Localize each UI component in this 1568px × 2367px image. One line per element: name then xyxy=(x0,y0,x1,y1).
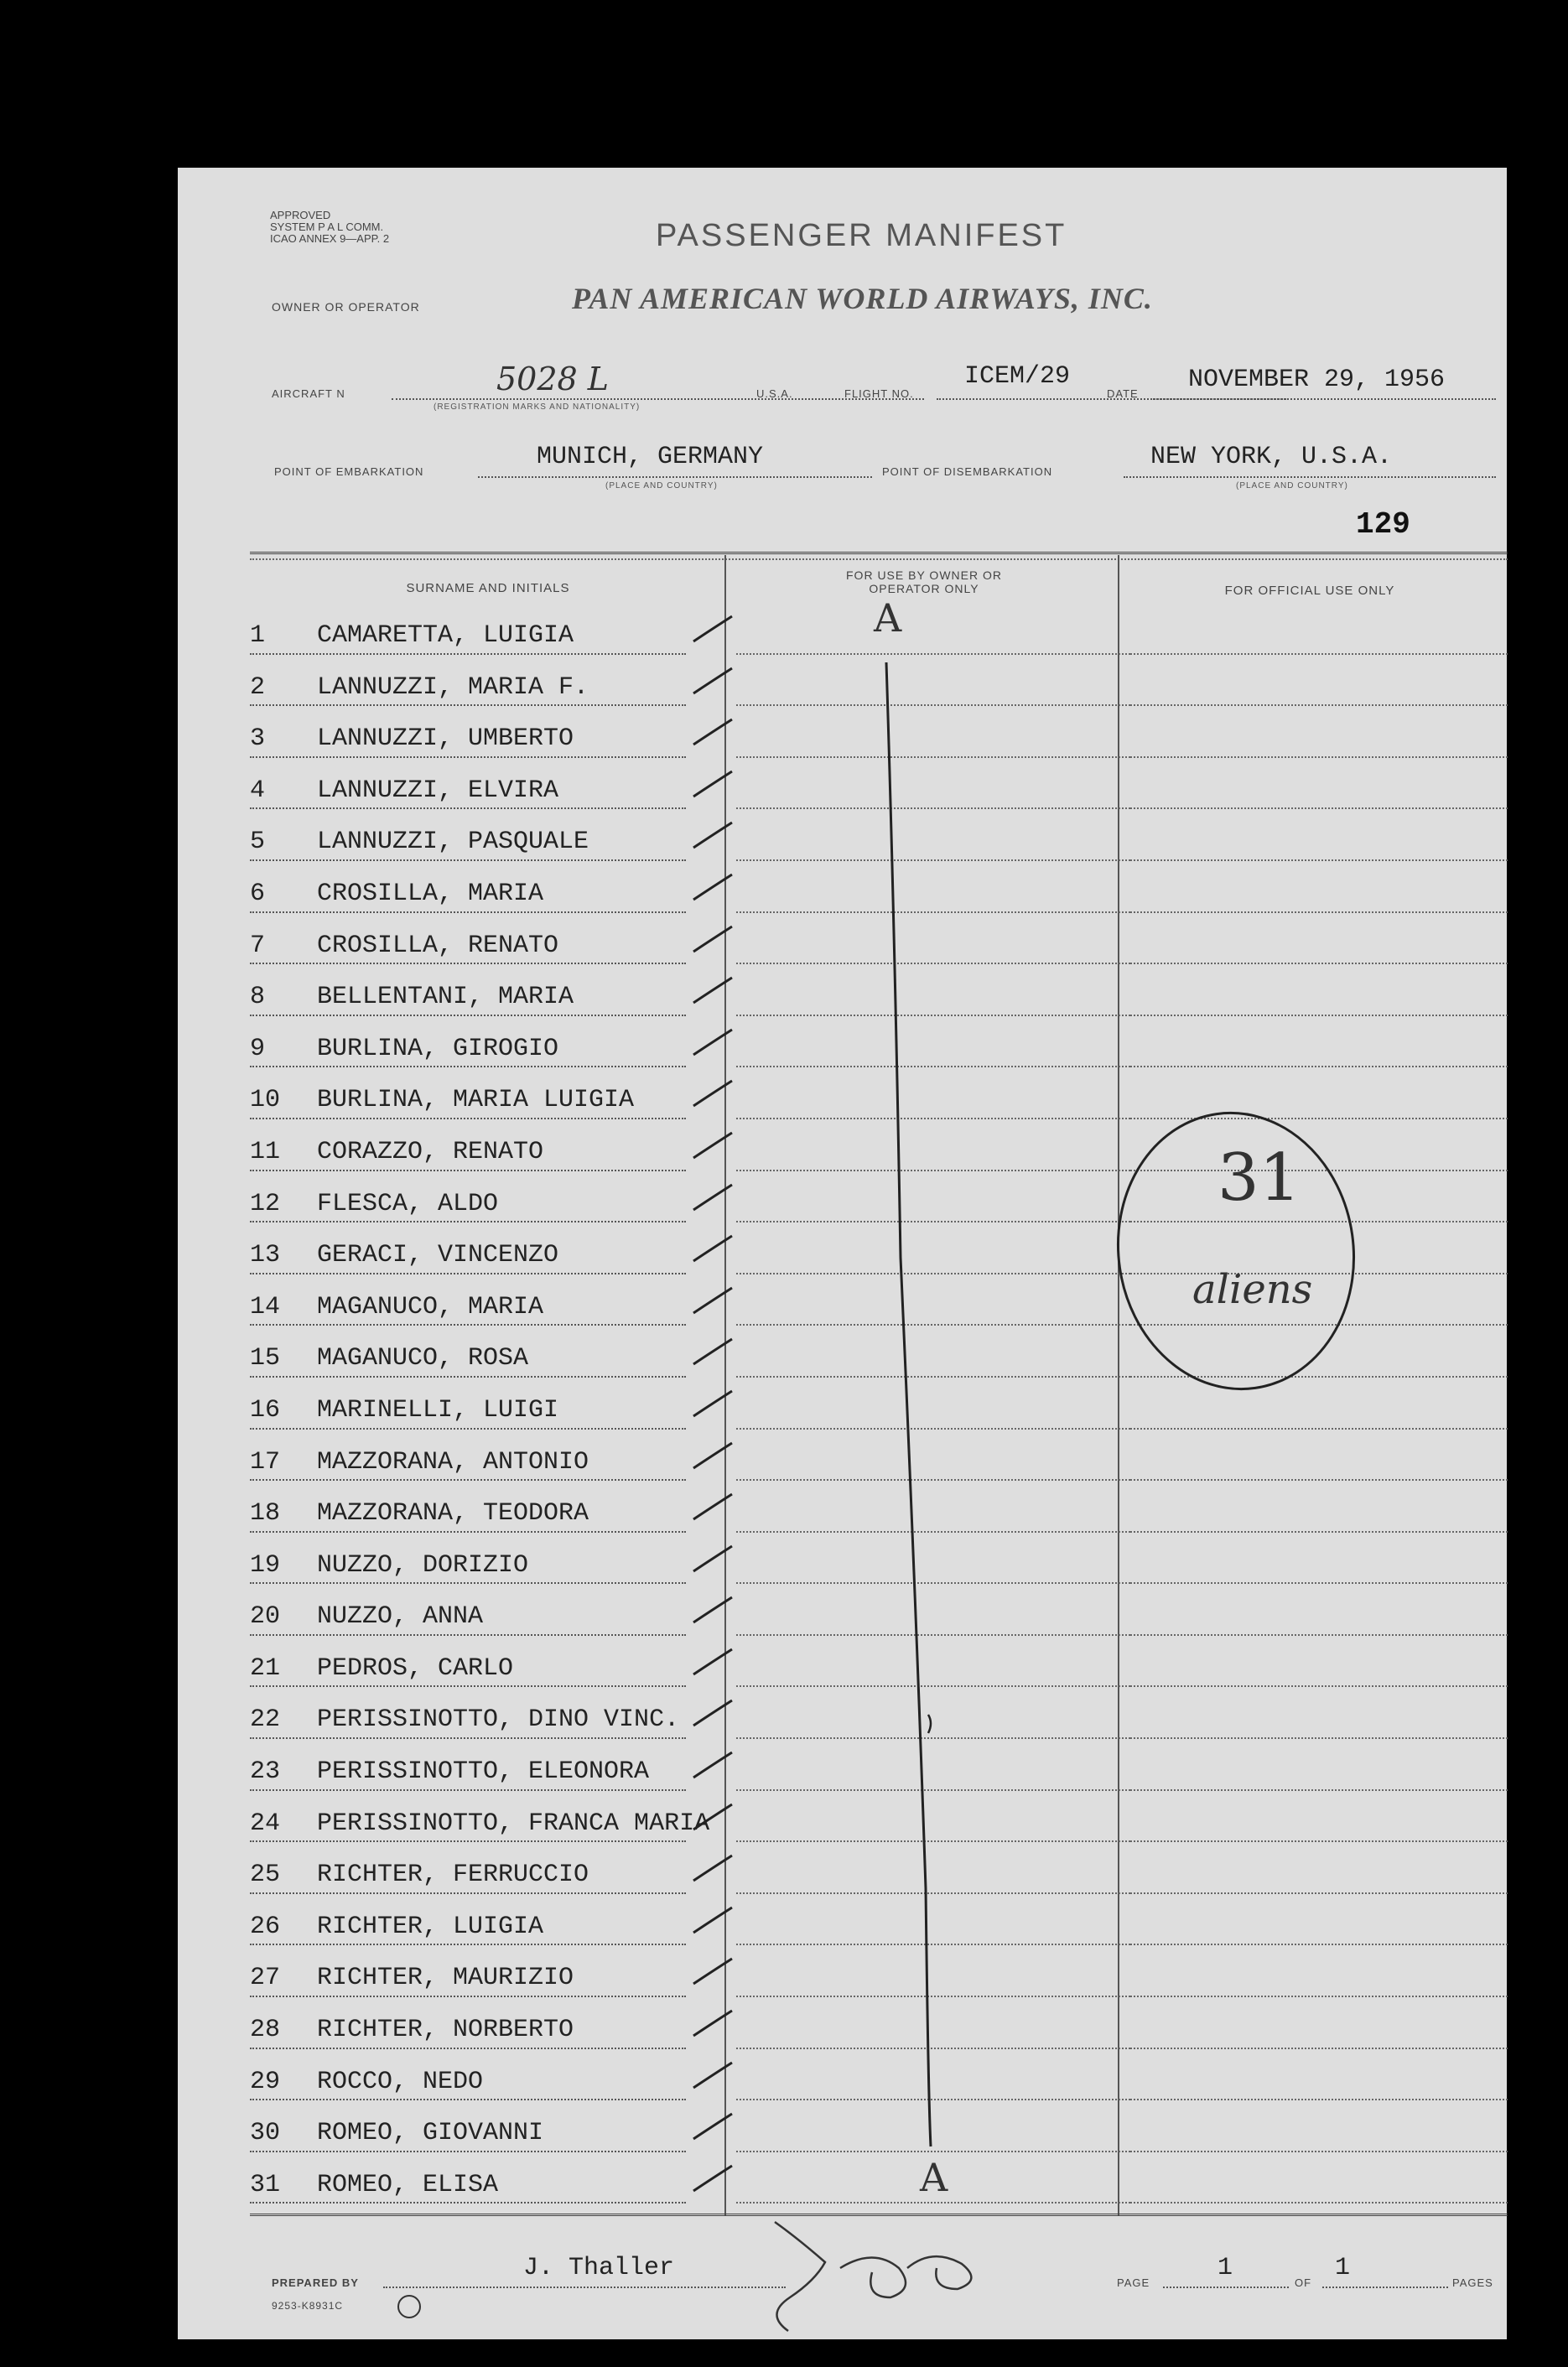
passenger-number: 12 xyxy=(250,1189,281,1218)
form-code: 9253-K8931C xyxy=(272,2300,344,2312)
approval-line: APPROVED xyxy=(270,209,331,221)
of-value: 1 xyxy=(1335,2254,1351,2282)
passenger-number: 27 xyxy=(250,1964,281,1993)
usa-label: U.S.A. xyxy=(756,387,793,400)
disembarkation-label: POINT OF DISEMBARKATION xyxy=(882,465,1053,478)
passenger-number: 31 xyxy=(250,2170,281,2199)
union-label-icon xyxy=(397,2295,421,2318)
prepared-by-value: J. Thaller xyxy=(523,2254,675,2282)
passenger-number: 14 xyxy=(250,1292,281,1321)
passenger-name: LANNUZZI, MARIA F. xyxy=(317,672,589,702)
carrier-name: PAN AMERICAN WORLD AIRWAYS, INC. xyxy=(572,282,1153,315)
passenger-name: RICHTER, FERRUCCIO xyxy=(317,1861,589,1890)
prepared-by-label: PREPARED BY xyxy=(272,2276,359,2289)
passenger-number: 16 xyxy=(250,1395,281,1425)
embarkation-value: MUNICH, GERMANY xyxy=(537,443,764,471)
passenger-number: 15 xyxy=(250,1344,281,1373)
owner-mark-top: A xyxy=(874,595,902,641)
passenger-name: LANNUZZI, UMBERTO xyxy=(317,724,574,754)
owner-column-bracket xyxy=(886,662,931,2146)
passenger-name: PERISSINOTTO, DINO VINC. xyxy=(317,1705,680,1735)
signature-scrawl xyxy=(775,2222,971,2331)
passenger-number: 4 xyxy=(250,776,266,805)
passenger-name: LANNUZZI, ELVIRA xyxy=(317,776,559,805)
passenger-number: 1 xyxy=(250,621,266,650)
flight-date: NOVEMBER 29, 1956 xyxy=(1188,366,1446,394)
aircraft-label: AIRCRAFT N xyxy=(272,387,345,400)
passenger-name: FLESCA, ALDO xyxy=(317,1189,499,1218)
manifest-sheet xyxy=(178,168,1507,2339)
passenger-name: CROSILLA, MARIA xyxy=(317,879,544,908)
official-note-word: aliens xyxy=(1192,1266,1313,1313)
passenger-name: MAGANUCO, ROSA xyxy=(317,1344,529,1373)
sheet-number: 129 xyxy=(1356,507,1410,542)
passenger-name: MARINELLI, LUIGI xyxy=(317,1395,559,1425)
embarkation-label: POINT OF EMBARKATION xyxy=(274,465,424,478)
passenger-number: 25 xyxy=(250,1861,281,1890)
passenger-name: GERACI, VINCENZO xyxy=(317,1241,559,1270)
passenger-name: BURLINA, GIROGIO xyxy=(317,1034,559,1063)
passenger-name: MAZZORANA, TEODORA xyxy=(317,1499,589,1529)
passenger-name: CAMARETTA, LUIGIA xyxy=(317,621,574,650)
owner-column-bracket-mark xyxy=(928,1715,931,1733)
passenger-number: 24 xyxy=(250,1809,281,1838)
passenger-number: 2 xyxy=(250,672,266,702)
passenger-number: 20 xyxy=(250,1602,281,1632)
passenger-number: 23 xyxy=(250,1757,281,1787)
of-underline xyxy=(1322,2287,1448,2288)
passenger-name: ROMEO, GIOVANNI xyxy=(317,2119,544,2148)
passenger-number: 3 xyxy=(250,724,266,754)
passenger-name: PERISSINOTTO, ELEONORA xyxy=(317,1757,650,1787)
passenger-name: MAZZORANA, ANTONIO xyxy=(317,1447,589,1477)
passenger-number: 5 xyxy=(250,828,266,857)
embarkation-caption: (PLACE AND COUNTRY) xyxy=(605,481,718,491)
approval-line: SYSTEM P A L COMM. xyxy=(270,221,384,233)
owner-mark-bottom: A xyxy=(920,2155,948,2200)
passenger-name: CROSILLA, RENATO xyxy=(317,931,559,960)
passenger-number: 26 xyxy=(250,1912,281,1941)
disembarkation-value: NEW YORK, U.S.A. xyxy=(1150,443,1393,471)
passenger-name: RICHTER, MAURIZIO xyxy=(317,1964,574,1993)
passenger-number: 19 xyxy=(250,1550,281,1580)
passenger-name: BELLENTANI, MARIA xyxy=(317,983,574,1012)
flight-number: ICEM/29 xyxy=(964,362,1071,391)
passenger-number: 13 xyxy=(250,1241,281,1270)
passenger-name: RICHTER, NORBERTO xyxy=(317,2016,574,2045)
passenger-number: 7 xyxy=(250,931,266,960)
registration-caption: (REGISTRATION MARKS AND NATIONALITY) xyxy=(434,402,641,412)
prepared-by-underline xyxy=(383,2287,786,2288)
aircraft-registration: 5028 L xyxy=(496,361,610,397)
document-title: PASSENGER MANIFEST xyxy=(656,218,1067,253)
passenger-number: 18 xyxy=(250,1499,281,1529)
of-label: OF xyxy=(1295,2276,1312,2289)
column-header-official-use: FOR OFFICIAL USE ONLY xyxy=(1224,584,1395,598)
passenger-number: 30 xyxy=(250,2119,281,2148)
passenger-name: PEDROS, CARLO xyxy=(317,1653,514,1683)
passenger-number: 28 xyxy=(250,2016,281,2045)
passenger-name: RICHTER, LUIGIA xyxy=(317,1912,544,1941)
page-label: PAGE xyxy=(1117,2276,1150,2289)
passenger-number: 9 xyxy=(250,1034,266,1063)
approval-line: ICAO ANNEX 9—APP. 2 xyxy=(270,232,390,245)
passenger-number: 10 xyxy=(250,1086,281,1115)
passenger-number: 8 xyxy=(250,983,266,1012)
passenger-number: 17 xyxy=(250,1447,281,1477)
flight-no-label: FLIGHT NO. xyxy=(844,387,914,400)
passenger-number: 21 xyxy=(250,1653,281,1683)
owner-operator-label: OWNER OR OPERATOR xyxy=(272,300,420,314)
passenger-name: NUZZO, DORIZIO xyxy=(317,1550,529,1580)
passenger-name: BURLINA, MARIA LUIGIA xyxy=(317,1086,635,1115)
passenger-name: ROCCO, NEDO xyxy=(317,2067,484,2096)
passenger-number: 29 xyxy=(250,2067,281,2096)
passenger-number: 11 xyxy=(250,1137,281,1166)
passenger-name: ROMEO, ELISA xyxy=(317,2170,499,2199)
date-label: DATE xyxy=(1107,387,1139,400)
pages-label: PAGES xyxy=(1452,2276,1493,2289)
passenger-name: MAGANUCO, MARIA xyxy=(317,1292,544,1321)
passenger-name: CORAZZO, RENATO xyxy=(317,1137,544,1166)
passenger-number: 22 xyxy=(250,1705,281,1735)
page-value: 1 xyxy=(1218,2254,1233,2282)
passenger-name: NUZZO, ANNA xyxy=(317,1602,484,1632)
passenger-name: LANNUZZI, PASQUALE xyxy=(317,828,589,857)
official-note-number: 31 xyxy=(1218,1140,1301,1216)
passenger-number: 6 xyxy=(250,879,266,908)
handwriting-overlay xyxy=(178,168,1507,2339)
page-underline xyxy=(1163,2287,1289,2288)
column-header-owner-use: FOR USE BY OWNER OR OPERATOR ONLY xyxy=(846,568,1002,595)
column-header-surname: SURNAME AND INITIALS xyxy=(406,581,570,595)
disembarkation-caption: (PLACE AND COUNTRY) xyxy=(1236,481,1348,491)
passenger-name: PERISSINOTTO, FRANCA MARIA xyxy=(317,1809,710,1838)
